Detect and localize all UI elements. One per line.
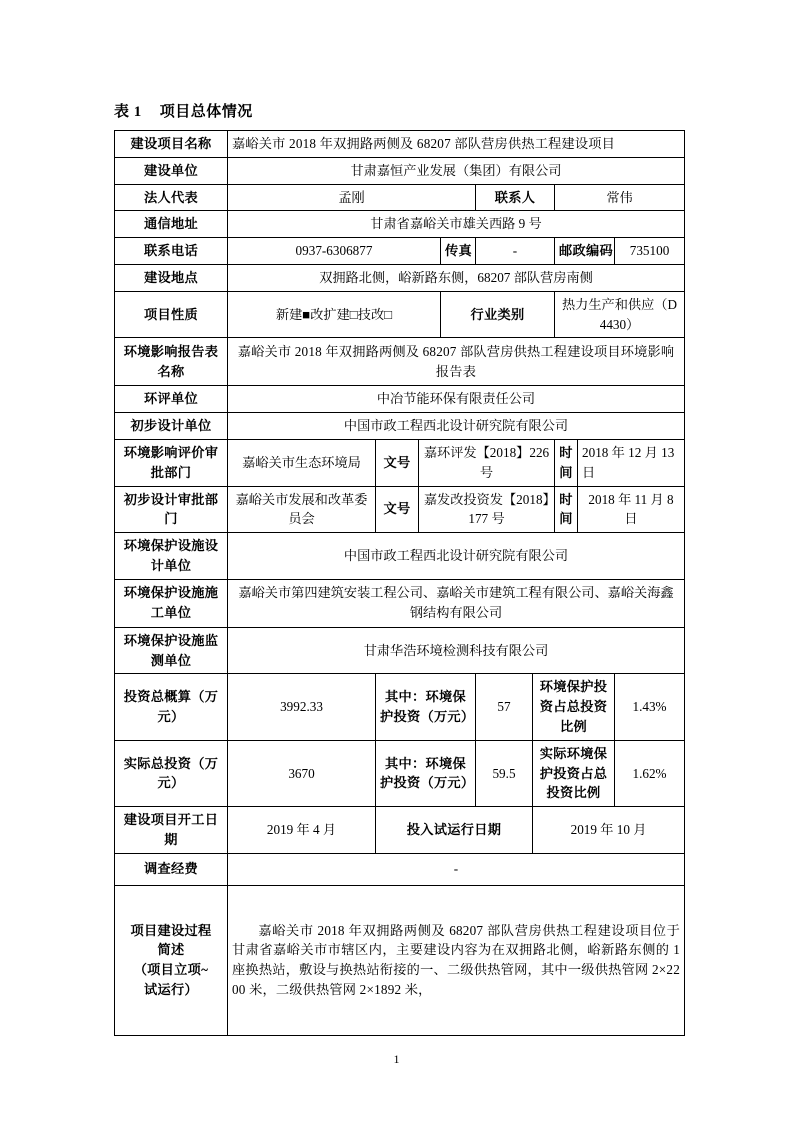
table-row-legal-representative <box>115 184 685 211</box>
table-row-env-facility-monitor-unit <box>115 627 685 674</box>
row-value-preliminary-design-unit: 中国市政工程西北设计研究院有限公司 <box>228 413 685 440</box>
row-value-trial-run-date: 2019 年 10 月 <box>533 807 685 854</box>
row-value-construction-unit: 甘肃嘉恒产业发展（集团）有限公司 <box>228 157 685 184</box>
row-value-postcode: 735100 <box>615 238 685 265</box>
process-summary-label-line-3: （项目立项~ <box>133 962 209 978</box>
row-label-env-facility-design-unit: 环境保护设施设计单位 <box>115 533 228 580</box>
row-value-survey-fee: - <box>228 853 685 885</box>
row-label-total-budget-ratio: 环境保护投资占总投资比例 <box>533 674 615 740</box>
process-summary-label-line-1: 项目建设过程 <box>130 922 212 938</box>
row-value-design-approval-time: 2018 年 11 月 8 日 <box>578 486 685 533</box>
row-label-actual-investment-ratio: 实际环境保护投资占总投资比例 <box>533 740 615 806</box>
table-row-env-facility-construction-unit <box>115 579 685 627</box>
table-row-design-approval <box>115 486 685 533</box>
table-row-phone <box>115 238 685 265</box>
table-row-eia-unit <box>115 386 685 413</box>
row-value-total-budget-env: 57 <box>476 674 533 740</box>
row-value-total-budget: 3992.33 <box>228 674 376 740</box>
table-row-actual-investment <box>115 740 685 806</box>
row-value-eia-approval-department: 嘉峪关市生态环境局 <box>228 439 376 486</box>
row-label-contact-person: 联系人 <box>476 184 555 211</box>
table-row-start-date <box>115 807 685 854</box>
row-label-total-budget-env: 其中：环境保护投资（万元） <box>376 674 476 740</box>
row-label-total-budget: 投资总概算（万元） <box>115 674 228 740</box>
row-label-eia-approval-time: 时间 <box>555 439 578 486</box>
row-value-eia-approval-docno: 嘉环评发【2018】226 号 <box>419 439 555 486</box>
project-overview-table <box>114 130 685 1036</box>
row-value-actual-investment: 3670 <box>228 740 376 806</box>
row-value-contact-person: 常伟 <box>555 184 685 211</box>
row-value-design-approval-department: 嘉峪关市发展和改革委员会 <box>228 486 376 533</box>
page-number: 1 <box>393 1052 400 1066</box>
row-value-industry-category: 热力生产和供应（D4430） <box>555 291 685 338</box>
process-summary-label-line-2: 简述 <box>157 942 185 958</box>
row-value-eia-approval-time: 2018 年 12 月 13 日 <box>578 439 685 486</box>
row-value-site: 双拥路北侧，峪新路东侧，68207 部队营房南侧 <box>228 264 685 291</box>
row-value-env-facility-construction-unit: 嘉峪关市第四建筑安装工程公司、嘉峪关市建筑工程有限公司、嘉峪关海鑫钢结构有限公司 <box>228 579 685 627</box>
row-label-process-summary <box>115 885 228 1035</box>
row-label-legal-representative: 法人代表 <box>115 184 228 211</box>
row-value-design-approval-docno: 嘉发改投资发【2018】177 号 <box>419 486 555 533</box>
row-label-eia-report-name: 环境影响报告表名称 <box>115 338 228 386</box>
table-row-construction-unit <box>115 157 685 184</box>
table-row-total-budget <box>115 674 685 740</box>
row-label-env-facility-monitor-unit: 环境保护设施监测单位 <box>115 627 228 674</box>
table-row-eia-report-name <box>115 338 685 386</box>
row-value-fax: - <box>476 238 555 265</box>
row-label-design-approval-time: 时间 <box>555 486 578 533</box>
table-row-project-name <box>115 131 685 158</box>
row-label-site: 建设地点 <box>115 264 228 291</box>
row-label-survey-fee: 调查经费 <box>115 853 228 885</box>
row-value-env-facility-design-unit: 中国市政工程西北设计研究院有限公司 <box>228 533 685 580</box>
row-value-project-nature: 新建■改扩建□技改□ <box>228 291 441 338</box>
row-value-process-summary: 嘉峪关市 2018 年双拥路两侧及 68207 部队营房供热工程建设项目位于甘肃省嘉峪关市市辖区内，主要建设内容为在双拥路北侧，峪新路东侧的 1 座换热站，敷设与换热站衔接的一、二级供热管网，其中一级供热管网 2×2200 米，二级供热管网 2×1892 米， <box>228 885 685 1035</box>
row-label-project-nature: 项目性质 <box>115 291 228 338</box>
row-value-start-date: 2019 年 4 月 <box>228 807 376 854</box>
table-row-preliminary-design-unit <box>115 413 685 440</box>
table-row-process-summary <box>115 885 685 1035</box>
table-row-survey-fee <box>115 853 685 885</box>
row-label-address: 通信地址 <box>115 211 228 238</box>
table-caption-text: 项目总体情况 <box>159 104 253 120</box>
row-value-total-budget-ratio: 1.43% <box>615 674 685 740</box>
row-label-preliminary-design-unit: 初步设计单位 <box>115 413 228 440</box>
row-value-project-name: 嘉峪关市 2018 年双拥路两侧及 68207 部队营房供热工程建设项目 <box>228 131 685 158</box>
row-label-design-approval-docno: 文号 <box>376 486 419 533</box>
row-label-industry-category: 行业类别 <box>441 291 555 338</box>
row-value-address: 甘肃省嘉峪关市雄关西路 9 号 <box>228 211 685 238</box>
row-label-fax: 传真 <box>441 238 476 265</box>
row-label-eia-unit: 环评单位 <box>115 386 228 413</box>
row-label-postcode: 邮政编码 <box>555 238 615 265</box>
row-label-actual-investment-env: 其中：环境保护投资（万元） <box>376 740 476 806</box>
row-value-eia-report-name: 嘉峪关市 2018 年双拥路两侧及 68207 部队营房供热工程建设项目环境影响报告表 <box>228 338 685 386</box>
row-value-eia-unit: 中冶节能环保有限责任公司 <box>228 386 685 413</box>
row-value-actual-investment-env: 59.5 <box>476 740 533 806</box>
row-label-trial-run-date: 投入试运行日期 <box>376 807 533 854</box>
row-label-phone: 联系电话 <box>115 238 228 265</box>
process-summary-label-line-4: 试运行） <box>144 982 198 998</box>
row-label-eia-approval: 环境影响评价审批部门 <box>115 439 228 486</box>
row-label-eia-approval-docno: 文号 <box>376 439 419 486</box>
row-value-actual-investment-ratio: 1.62% <box>615 740 685 806</box>
row-label-actual-investment: 实际总投资（万元） <box>115 740 228 806</box>
row-label-project-name: 建设项目名称 <box>115 131 228 158</box>
table-caption <box>114 100 253 121</box>
row-label-start-date: 建设项目开工日期 <box>115 807 228 854</box>
row-value-phone: 0937-6306877 <box>228 238 441 265</box>
table-caption-number: 表 1 <box>114 104 142 120</box>
table-row-eia-approval <box>115 439 685 486</box>
table-row-address <box>115 211 685 238</box>
row-label-design-approval: 初步设计审批部门 <box>115 486 228 533</box>
row-label-construction-unit: 建设单位 <box>115 157 228 184</box>
table-row-site <box>115 264 685 291</box>
row-value-legal-representative: 孟刚 <box>228 184 476 211</box>
table-row-env-facility-design-unit <box>115 533 685 580</box>
row-value-env-facility-monitor-unit: 甘肃华浩环境检测科技有限公司 <box>228 627 685 674</box>
table-row-project-nature <box>115 291 685 338</box>
row-label-env-facility-construction-unit: 环境保护设施施工单位 <box>115 579 228 627</box>
